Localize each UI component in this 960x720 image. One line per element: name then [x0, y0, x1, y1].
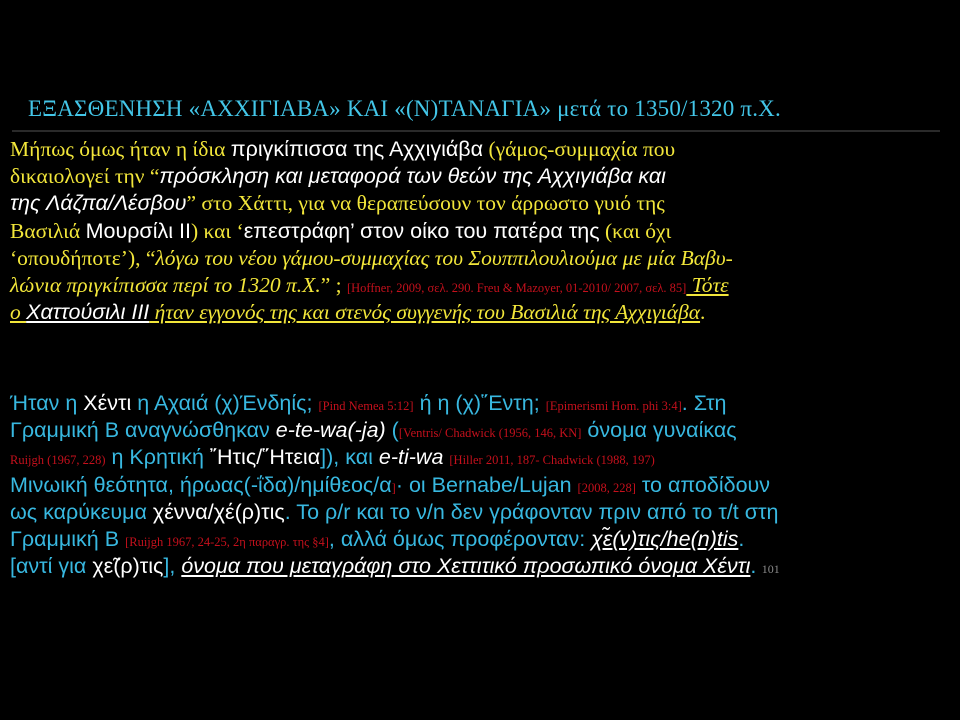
text-span: δικαιολογεί την “ [10, 164, 160, 189]
p1-line-4 [10, 218, 945, 245]
text-span: ῎Ητις/῞Ητεια [209, 445, 321, 470]
citation: [Ruijgh 1967, 24-25, 2η παραγρ. της §4] [125, 534, 329, 549]
p2-line-5 [10, 499, 945, 526]
text-span: ” ; [320, 272, 347, 297]
text-span: (και όχι [599, 218, 672, 243]
title-divider [12, 130, 940, 132]
text-span: επεστράφη’ στον οίκο του πατέρα της [243, 218, 600, 243]
text-span: λώνια πριγκίπισσα περί το 1320 π.Χ. [10, 272, 321, 297]
text-span: . [700, 300, 706, 325]
p1-line-2 [10, 163, 945, 190]
citation: [Hoffner, 2009, σελ. 290. Freu & Mazoyer, 01-2010/ 2007, σελ. 85] [346, 280, 687, 295]
paragraph-2 [10, 390, 945, 580]
text-span: . [750, 554, 757, 579]
text-span: χε̃(ρ)τις [92, 554, 164, 579]
p2-line-3 [10, 444, 945, 471]
text-span: . [738, 526, 745, 551]
slide-title: ΕΞΑΣΘΕΝΗΣΗ «ΑΧΧΙΓΙΑΒΑ» ΚΑΙ «(Ν)ΤΑΝΑΓΙΑ» μετά το 1350/1320 π.Χ. [28, 96, 781, 121]
text-span: όνομα που μεταγράφη στο Χεττιτικό προσωπικό όνομα Χέντι [181, 554, 751, 579]
text-span: Ήταν η [10, 391, 84, 415]
text-span: όνομα γυναίκας [581, 418, 737, 443]
text-span: Γραμμική Β αναγνώσθηκαν [10, 418, 276, 443]
p1-line-5 [10, 245, 945, 272]
text-span: (γάμος-συμμαχία που [483, 137, 676, 161]
text-span: το αποδίδουν [635, 472, 771, 497]
text-span: [αντί για [10, 554, 93, 579]
text-span: πριγκίπισσα της Αχχιγιάβα [230, 137, 484, 161]
text-span: ( [385, 418, 399, 443]
citation: [Hiller 2011, 187- Chadwick (1988, 197) [449, 453, 655, 468]
text-span: ], [163, 554, 182, 579]
p2-line-4 [10, 472, 945, 499]
text-span: Μινωική θεότητα, ήρωας(-ΐδα)/ημίθεος/α [10, 472, 392, 497]
text-span: ‘οπουδήποτε’), “ [10, 245, 156, 270]
text-span: Γραμμική Β [10, 526, 126, 551]
text-span: πρόσκληση και μεταφορά των θεών της Αχχιγιάβα και [159, 164, 666, 189]
text-span: · οι Bernabe/Lujan [395, 472, 578, 497]
text-span: . Το ρ/r και το ν/n δεν γράφονταν πριν από το τ/t στη [284, 499, 779, 524]
text-span: , αλλά όμως προφέρονταν: [328, 526, 592, 551]
text-span: ή η (χ)῞Εντη; [413, 391, 546, 415]
text-span: Τότε [686, 272, 729, 297]
text-span: η [105, 445, 130, 470]
p2-line-6 [10, 526, 945, 553]
text-span: ως καρύκευμα [10, 499, 153, 524]
citation: [Epimerismi Hom. phi 3:4] [545, 399, 682, 413]
p2-line-1 [10, 390, 945, 417]
text-span: ο [10, 300, 27, 325]
text-span: . Στη [681, 391, 727, 415]
text-span: Χαττούσιλι ΙΙΙ [26, 300, 150, 325]
citation: [Pind Nemea 5:12] [318, 399, 414, 413]
text-span: e-ti-wa [378, 445, 444, 470]
p1-line-3 [10, 190, 945, 217]
citation: [Ventris/ Chadwick (1956, 146, KN] [398, 426, 582, 441]
text-span: Χέντι [83, 391, 132, 415]
text-span: ήταν εγγονός της και στενός συγγενής του Βασιλιά της Αχχιγιάβα [149, 300, 701, 325]
text-span: ) και ‘ [190, 218, 244, 243]
text-span: Μήπως όμως ήταν η ίδια [10, 137, 231, 161]
p2-line-7 [10, 553, 945, 580]
p1-line-7 [10, 299, 945, 326]
p2-line-2 [10, 417, 945, 444]
p1-line-1 [10, 136, 945, 163]
text-span: ” στο Χάττι, για να θεραπεύσουν τον άρρωστο γυιό της [186, 191, 665, 216]
text-span: ]), και [320, 445, 379, 470]
p1-line-6 [10, 272, 945, 299]
text-span: η Αχαιά (χ)Ένδηίς; [131, 391, 319, 415]
citation: [2008, 228] [577, 480, 636, 495]
text-span: Μουρσίλι ΙΙ [85, 218, 191, 243]
paragraph-1 [10, 136, 945, 326]
text-span: Κρητική [129, 445, 210, 470]
text-span: χε̃(ν)τις/he(n)tis [591, 526, 739, 551]
text-span: e-te-wa(-ja) [275, 418, 386, 443]
text-span: λόγω του νέου γάμου-συμμαχίας του Σουππιλουλιούμα με μία Βαβυ- [155, 245, 733, 270]
text-span: της Λάζπα/Λέσβου [10, 191, 187, 216]
citation: ] [391, 480, 396, 495]
text-span: Βασιλιά [10, 218, 86, 243]
text-span: χέννα/χέ(ρ)τις [152, 499, 285, 524]
page-number: 101 [761, 562, 780, 577]
citation: Ruijgh (1967, 228) [10, 453, 106, 468]
